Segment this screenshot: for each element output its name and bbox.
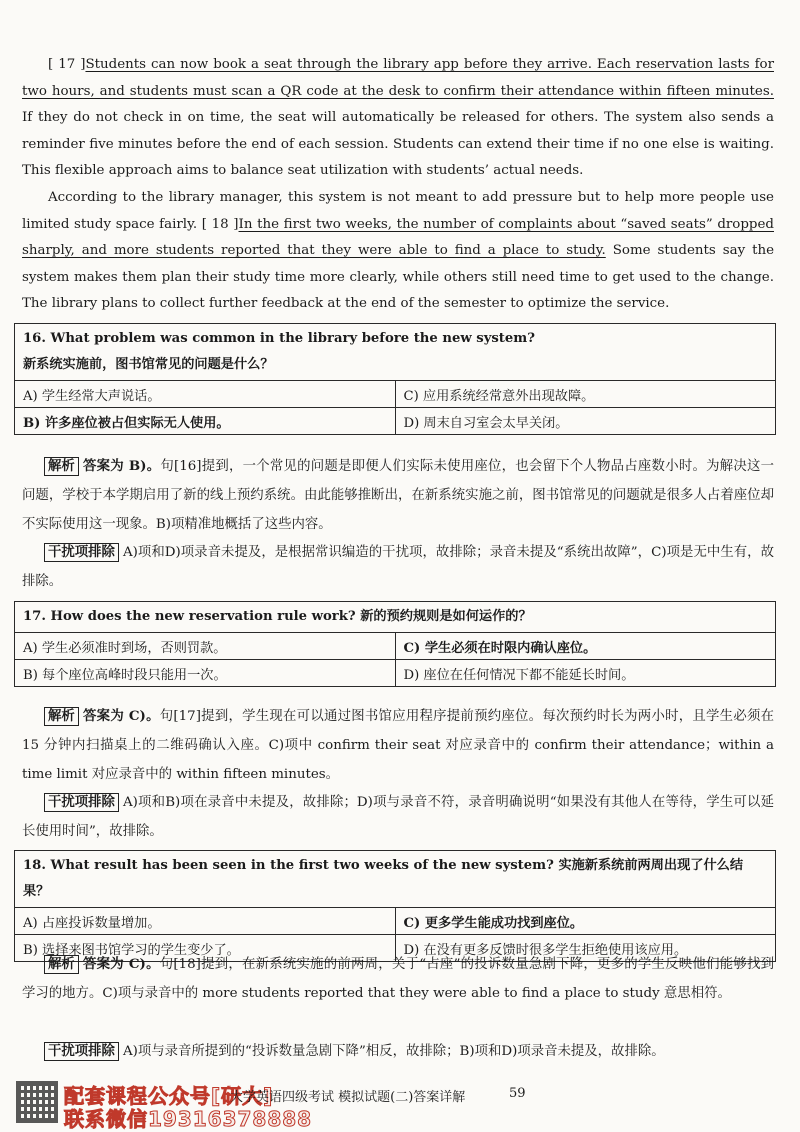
- option-c-correct: C) 更多学生能成功找到座位。: [395, 908, 776, 935]
- analysis-label: 解析: [44, 457, 79, 476]
- question-17-analysis: [22, 702, 774, 789]
- question-16-table: [14, 323, 776, 435]
- question-18-table: [14, 850, 776, 962]
- option-c: C) 应用系统经常意外出现故障。: [395, 381, 776, 408]
- question-16-stem: [15, 324, 776, 381]
- analysis-body: 句[17]提到，学生现在可以通过图书馆应用程序提前预约座位。每次预约时长为两小时，且学生必须在 15 分钟内扫描桌上的二维码确认入座。C)项中 confirm their seat 对应录音中的 confirm their attendance；within a time limit 对应录音中的 within fifteen minutes。: [22, 709, 775, 782]
- question-16-analysis: [22, 452, 774, 539]
- watermark-promo-line-2: 联系微信19316378888: [64, 1107, 313, 1131]
- distractor-label: 干扰项排除: [44, 543, 119, 562]
- question-cn: 新的预约规则是如何运作的？: [360, 609, 532, 624]
- underlined-sentence-18: In the first two weeks, the number of complaints about “saved seats” dropped sharply, and more students reported that they were able to find a place to study.: [22, 216, 774, 258]
- distractor-body: A)项和D)项录音未提及，是根据常识编造的干扰项，故排除；录音未提及“系统出故障”，C)项是无中生有，故排除。: [22, 545, 774, 589]
- page-footer: [0, 1078, 800, 1129]
- option-d: D) 周末自习室会太早关闭。: [395, 408, 776, 435]
- option-c-correct: C) 学生必须在时限内确认座位。: [395, 633, 776, 660]
- question-en: 17. How does the new reservation rule work?: [23, 609, 356, 624]
- sentence-tag-17: [ 17 ]: [48, 57, 86, 72]
- distractor-label: 干扰项排除: [44, 1042, 119, 1061]
- question-18-distractor: [22, 1037, 774, 1066]
- option-d: D) 座位在任何情况下都不能延长时间。: [395, 660, 776, 687]
- option-b: B) 选择来图书馆学习的学生变少了。: [15, 935, 396, 962]
- passage-paragraph-1: [22, 52, 774, 185]
- qr-code-icon: [16, 1081, 58, 1123]
- passage-text: Some students say the system makes them plan their study time more clearly, while others still need time to get used to the change. The library plans to collect further feedback at the end of the semester to optimize the service.: [22, 243, 774, 311]
- running-title: 大学英语四级考试 模拟试题(二)答案详解: [230, 1090, 466, 1105]
- question-en: 18. What result has been seen in the first two weeks of the new system?: [23, 858, 554, 873]
- question-18-stem: [15, 851, 776, 908]
- analysis-body: 句[18]提到，在新系统实施的前两周，关于“占座”的投诉数量急剧下降，更多的学生反映他们能够找到学习的地方。C)项与录音中的 more students reported that they were able to find a place to study 意思相符。: [22, 957, 774, 1001]
- analysis-body: 句[16]提到，一个常见的问题是即便人们实际未使用座位，也会留下个人物品占座数小时。为解决这一问题，学校于本学期启用了新的线上预约系统。由此能够推断出，在新系统实施之前，图书馆常见的问题就是很多人占着座位却不实际使用这一现象。B)项精准地概括了这些内容。: [22, 459, 775, 532]
- question-17-distractor: [22, 788, 774, 846]
- distractor-body: A)项和B)项在录音中未提及，故排除；D)项与录音不符，录音明确说明“如果没有其他人在等待，学生可以延长使用时间”，故排除。: [22, 795, 774, 839]
- question-18-analysis: [22, 950, 774, 1008]
- distractor-body: A)项与录音所提到的“投诉数量急剧下降”相反，故排除；B)项和D)项录音未提及，故排除。: [122, 1044, 665, 1059]
- option-d: D) 在没有更多反馈时很多学生拒绝使用该应用。: [395, 935, 776, 962]
- passage-text: If they do not check in on time, the seat will automatically be released for others. The system also sends a reminder five minutes before the end of each session. Students can extend their time if no one else is waiting. This flexible approach aims to balance seat utilization with students’ actual needs.: [22, 110, 774, 178]
- answer-text: 答案为 C)。: [82, 708, 160, 724]
- option-b: B) 每个座位高峰时段只能用一次。: [15, 660, 396, 687]
- passage-text: According to the library manager, this system is not meant to add pressure but to help more people use limited study space fairly.: [22, 190, 774, 232]
- option-a: A) 占座投诉数量增加。: [15, 908, 396, 935]
- question-17-table: [14, 601, 776, 687]
- underlined-sentence-17: Students can now book a seat through the library app before they arrive. Each reservation lasts for two hours, and students must scan a QR code at the desk to confirm their attendance within fifteen minutes.: [22, 57, 774, 99]
- option-a: A) 学生经常大声说话。: [15, 381, 396, 408]
- question-en: 16. What problem was common in the library before the new system?: [23, 331, 535, 346]
- passage-paragraph-2: [22, 185, 774, 318]
- question-16-distractor: [22, 538, 774, 596]
- sentence-tag-18: [ 18 ]: [201, 216, 239, 232]
- question-cn: 实施新系统前两周出现了什么结果？: [23, 858, 744, 899]
- page-number: 59: [509, 1086, 526, 1101]
- watermark-promo-line-1: 配套课程公众号[研大]: [64, 1084, 274, 1108]
- question-17-stem: [15, 602, 776, 633]
- option-a: A) 学生必须准时到场，否则罚款。: [15, 633, 396, 660]
- answer-text: 答案为 B)。: [82, 458, 161, 474]
- question-cn: 新系统实施前，图书馆常见的问题是什么？: [23, 357, 274, 372]
- analysis-label: 解析: [44, 707, 79, 726]
- analysis-label: 解析: [44, 955, 79, 974]
- answer-text: 答案为 C)。: [82, 956, 160, 972]
- distractor-label: 干扰项排除: [44, 793, 119, 812]
- option-b-correct: B) 许多座位被占但实际无人使用。: [15, 408, 396, 435]
